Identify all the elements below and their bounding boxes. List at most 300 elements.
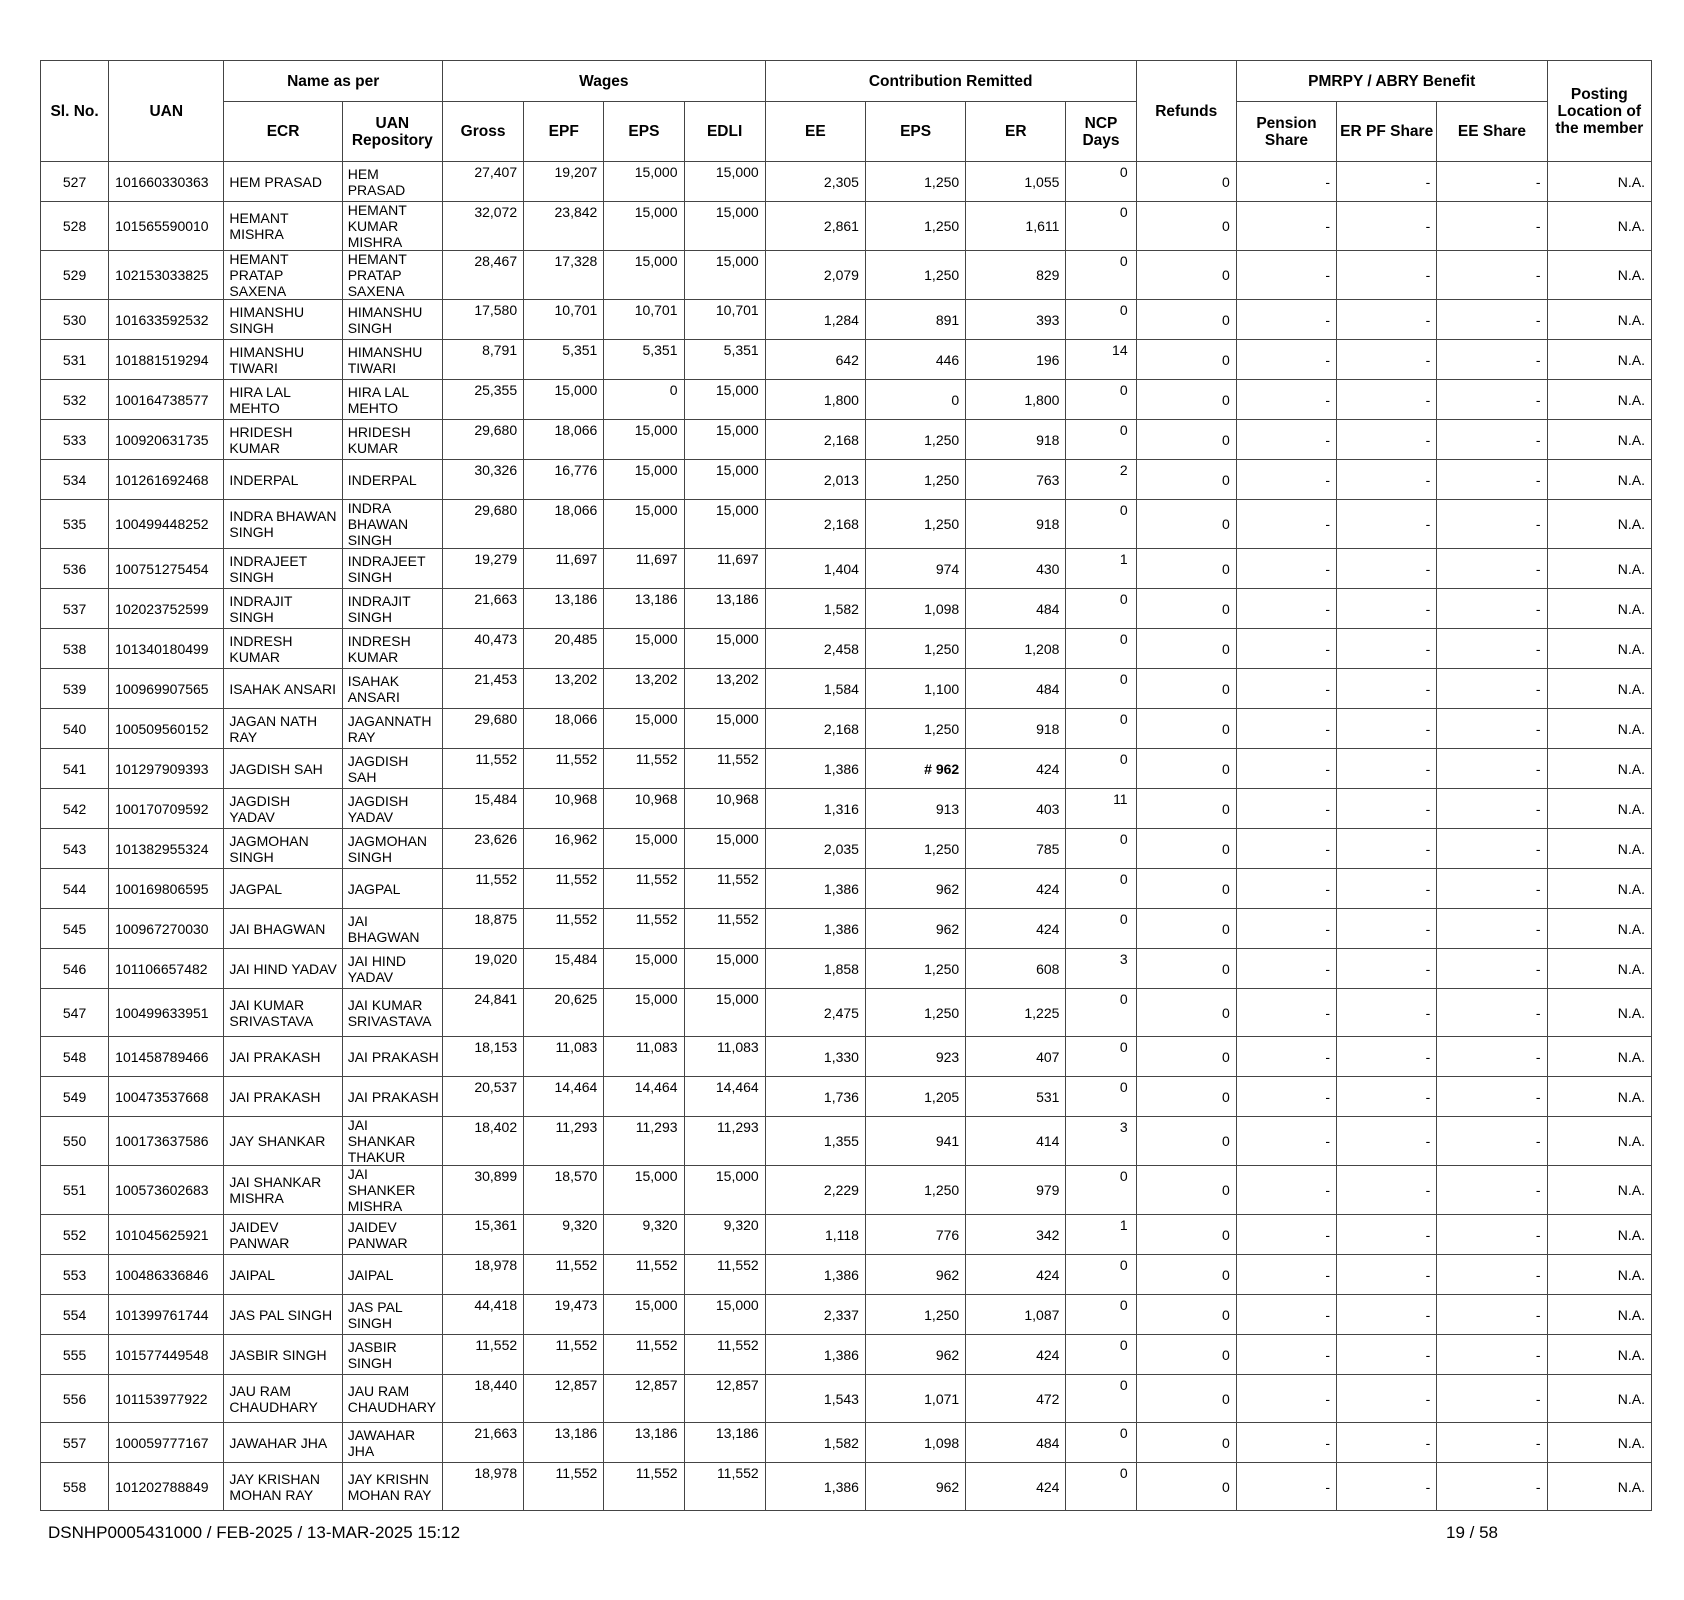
- cell-name-uan-repository: JAGMOHAN SINGH: [342, 829, 442, 869]
- table-row: [41, 549, 1652, 589]
- cell-gross: 29,680: [442, 709, 523, 749]
- cell-epf: 10,701: [524, 300, 604, 340]
- cell-posting-location: N.A.: [1547, 500, 1651, 549]
- cell-er: 484: [966, 589, 1066, 629]
- cell-name-uan-repository: JAU RAM CHAUDHARY: [342, 1375, 442, 1423]
- cell-refunds: 0: [1136, 789, 1236, 829]
- cell-gross: 44,418: [442, 1295, 523, 1335]
- header-epf: EPF: [524, 102, 604, 162]
- table-row: [41, 989, 1652, 1037]
- cell-gross: 21,663: [442, 589, 523, 629]
- cell-gross: 18,978: [442, 1255, 523, 1295]
- cell-er-pf-share: -: [1337, 1037, 1437, 1077]
- table-row: [41, 500, 1652, 549]
- cell-name-ecr: JAIPAL: [224, 1255, 342, 1295]
- cell-name-uan-repository: JAGDISH SAH: [342, 749, 442, 789]
- cell-name-uan-repository: JAIDEV PANWAR: [342, 1215, 442, 1255]
- cell-edli: 11,552: [684, 1463, 765, 1511]
- cell-pension-share: -: [1236, 420, 1336, 460]
- cell-eps-contribution: 962: [865, 1463, 965, 1511]
- cell-epf: 20,485: [524, 629, 604, 669]
- cell-refunds: 0: [1136, 380, 1236, 420]
- cell-eps-contribution: 1,250: [865, 251, 965, 300]
- cell-er: 1,055: [966, 162, 1066, 202]
- cell-uan: 101881519294: [109, 340, 224, 380]
- cell-epf: 11,552: [524, 749, 604, 789]
- cell-er-pf-share: -: [1337, 460, 1437, 500]
- cell-er-pf-share: -: [1337, 869, 1437, 909]
- table-row: [41, 749, 1652, 789]
- cell-er: 196: [966, 340, 1066, 380]
- cell-eps-contribution: 446: [865, 340, 965, 380]
- table-row: [41, 789, 1652, 829]
- cell-refunds: 0: [1136, 1037, 1236, 1077]
- cell-refunds: 0: [1136, 460, 1236, 500]
- cell-eps-wages: 11,552: [604, 1463, 684, 1511]
- table-row: [41, 1166, 1652, 1215]
- cell-name-uan-repository: JAI KUMAR SRIVASTAVA: [342, 989, 442, 1037]
- cell-ncp-days: 3: [1066, 1117, 1136, 1166]
- cell-uan: 100059777167: [109, 1423, 224, 1463]
- cell-posting-location: N.A.: [1547, 460, 1651, 500]
- cell-eps-contribution: 1,250: [865, 629, 965, 669]
- cell-pension-share: -: [1236, 709, 1336, 749]
- cell-eps-contribution: 891: [865, 300, 965, 340]
- cell-refunds: 0: [1136, 500, 1236, 549]
- cell-ee-share: -: [1437, 1423, 1547, 1463]
- cell-refunds: 0: [1136, 162, 1236, 202]
- cell-eps-wages: 11,552: [604, 749, 684, 789]
- cell-eps-contribution: 1,250: [865, 1295, 965, 1335]
- cell-eps-contribution: 1,250: [865, 500, 965, 549]
- cell-pension-share: -: [1236, 162, 1336, 202]
- cell-posting-location: N.A.: [1547, 909, 1651, 949]
- cell-gross: 21,663: [442, 1423, 523, 1463]
- table-row: [41, 589, 1652, 629]
- cell-sl-no: 545: [41, 909, 109, 949]
- cell-refunds: 0: [1136, 1077, 1236, 1117]
- cell-eps-wages: 5,351: [604, 340, 684, 380]
- cell-name-ecr: JAWAHAR JHA: [224, 1423, 342, 1463]
- cell-epf: 11,293: [524, 1117, 604, 1166]
- cell-epf: 9,320: [524, 1215, 604, 1255]
- table-row: [41, 1335, 1652, 1375]
- cell-ncp-days: 0: [1066, 380, 1136, 420]
- cell-gross: 11,552: [442, 749, 523, 789]
- cell-pension-share: -: [1236, 869, 1336, 909]
- table-row: [41, 709, 1652, 749]
- cell-er-pf-share: -: [1337, 1375, 1437, 1423]
- cell-ncp-days: 0: [1066, 251, 1136, 300]
- cell-uan: 100967270030: [109, 909, 224, 949]
- cell-ee-share: -: [1437, 709, 1547, 749]
- cell-refunds: 0: [1136, 549, 1236, 589]
- cell-er: 342: [966, 1215, 1066, 1255]
- cell-epf: 11,552: [524, 1255, 604, 1295]
- cell-er-pf-share: -: [1337, 909, 1437, 949]
- cell-er-pf-share: -: [1337, 1215, 1437, 1255]
- cell-pension-share: -: [1236, 1077, 1336, 1117]
- cell-ncp-days: 0: [1066, 1166, 1136, 1215]
- cell-pension-share: -: [1236, 300, 1336, 340]
- cell-edli: 11,083: [684, 1037, 765, 1077]
- cell-uan: 101340180499: [109, 629, 224, 669]
- cell-name-ecr: HIRA LAL MEHTO: [224, 380, 342, 420]
- cell-gross: 25,355: [442, 380, 523, 420]
- cell-name-uan-repository: JAS PAL SINGH: [342, 1295, 442, 1335]
- cell-ee: 1,404: [765, 549, 865, 589]
- cell-name-ecr: JAU RAM CHAUDHARY: [224, 1375, 342, 1423]
- cell-uan: 100499633951: [109, 989, 224, 1037]
- cell-pension-share: -: [1236, 589, 1336, 629]
- cell-pension-share: -: [1236, 340, 1336, 380]
- cell-pension-share: -: [1236, 460, 1336, 500]
- header-uan: UAN: [109, 61, 224, 162]
- cell-ee-share: -: [1437, 162, 1547, 202]
- cell-ncp-days: 0: [1066, 202, 1136, 251]
- cell-edli: 13,202: [684, 669, 765, 709]
- cell-eps-wages: 13,186: [604, 589, 684, 629]
- cell-pension-share: -: [1236, 380, 1336, 420]
- cell-eps-contribution: 1,250: [865, 709, 965, 749]
- cell-eps-contribution: 0: [865, 380, 965, 420]
- cell-posting-location: N.A.: [1547, 1375, 1651, 1423]
- cell-sl-no: 558: [41, 1463, 109, 1511]
- cell-epf: 14,464: [524, 1077, 604, 1117]
- cell-refunds: 0: [1136, 1423, 1236, 1463]
- cell-epf: 11,552: [524, 909, 604, 949]
- cell-ee: 2,168: [765, 709, 865, 749]
- cell-ee-share: -: [1437, 340, 1547, 380]
- cell-epf: 11,552: [524, 1335, 604, 1375]
- cell-er: 531: [966, 1077, 1066, 1117]
- cell-uan: 101577449548: [109, 1335, 224, 1375]
- cell-eps-contribution: 923: [865, 1037, 965, 1077]
- cell-er: 403: [966, 789, 1066, 829]
- cell-eps-wages: 12,857: [604, 1375, 684, 1423]
- cell-er-pf-share: -: [1337, 589, 1437, 629]
- cell-eps-wages: 11,552: [604, 909, 684, 949]
- cell-ee: 1,584: [765, 669, 865, 709]
- cell-uan: 101261692468: [109, 460, 224, 500]
- cell-ncp-days: 2: [1066, 460, 1136, 500]
- cell-gross: 15,484: [442, 789, 523, 829]
- cell-ee: 2,861: [765, 202, 865, 251]
- cell-ncp-days: 0: [1066, 500, 1136, 549]
- cell-edli: 15,000: [684, 380, 765, 420]
- cell-eps-wages: 15,000: [604, 629, 684, 669]
- cell-ncp-days: 0: [1066, 669, 1136, 709]
- cell-name-uan-repository: INDRA BHAWAN SINGH: [342, 500, 442, 549]
- cell-ncp-days: 1: [1066, 549, 1136, 589]
- cell-refunds: 0: [1136, 300, 1236, 340]
- cell-ee: 1,118: [765, 1215, 865, 1255]
- cell-name-ecr: HEMANT PRATAP SAXENA: [224, 251, 342, 300]
- cell-name-uan-repository: INDRESH KUMAR: [342, 629, 442, 669]
- cell-name-ecr: JAS PAL SINGH: [224, 1295, 342, 1335]
- header-eps-wages: EPS: [604, 102, 684, 162]
- cell-posting-location: N.A.: [1547, 300, 1651, 340]
- cell-sl-no: 533: [41, 420, 109, 460]
- cell-name-uan-repository: HEMANT KUMAR MISHRA: [342, 202, 442, 251]
- cell-uan: 101565590010: [109, 202, 224, 251]
- cell-er: 424: [966, 1335, 1066, 1375]
- cell-uan: 101458789466: [109, 1037, 224, 1077]
- cell-refunds: 0: [1136, 829, 1236, 869]
- cell-er-pf-share: -: [1337, 1335, 1437, 1375]
- cell-epf: 18,066: [524, 500, 604, 549]
- cell-ee-share: -: [1437, 1255, 1547, 1295]
- cell-er: 608: [966, 949, 1066, 989]
- cell-uan: 102023752599: [109, 589, 224, 629]
- cell-ncp-days: 0: [1066, 300, 1136, 340]
- cell-posting-location: N.A.: [1547, 420, 1651, 460]
- cell-eps-contribution: 1,250: [865, 202, 965, 251]
- cell-gross: 18,440: [442, 1375, 523, 1423]
- cell-pension-share: -: [1236, 669, 1336, 709]
- cell-sl-no: 552: [41, 1215, 109, 1255]
- cell-uan: 101202788849: [109, 1463, 224, 1511]
- cell-name-ecr: JAIDEV PANWAR: [224, 1215, 342, 1255]
- cell-eps-wages: 13,186: [604, 1423, 684, 1463]
- cell-ee-share: -: [1437, 949, 1547, 989]
- cell-sl-no: 557: [41, 1423, 109, 1463]
- cell-epf: 11,552: [524, 869, 604, 909]
- cell-edli: 15,000: [684, 500, 765, 549]
- cell-ee-share: -: [1437, 1463, 1547, 1511]
- cell-name-uan-repository: JAI PRAKASH: [342, 1077, 442, 1117]
- cell-refunds: 0: [1136, 420, 1236, 460]
- cell-pension-share: -: [1236, 1375, 1336, 1423]
- cell-ee-share: -: [1437, 629, 1547, 669]
- cell-uan: 100509560152: [109, 709, 224, 749]
- cell-sl-no: 553: [41, 1255, 109, 1295]
- cell-epf: 18,066: [524, 420, 604, 460]
- cell-refunds: 0: [1136, 251, 1236, 300]
- cell-name-ecr: ISAHAK ANSARI: [224, 669, 342, 709]
- cell-sl-no: 546: [41, 949, 109, 989]
- cell-ee: 1,355: [765, 1117, 865, 1166]
- cell-refunds: 0: [1136, 1215, 1236, 1255]
- table-row: [41, 1215, 1652, 1255]
- cell-eps-wages: 15,000: [604, 162, 684, 202]
- cell-posting-location: N.A.: [1547, 251, 1651, 300]
- cell-er-pf-share: -: [1337, 1117, 1437, 1166]
- cell-er: 918: [966, 420, 1066, 460]
- cell-refunds: 0: [1136, 949, 1236, 989]
- cell-name-ecr: JAY KRISHAN MOHAN RAY: [224, 1463, 342, 1511]
- cell-er-pf-share: -: [1337, 162, 1437, 202]
- cell-gross: 32,072: [442, 202, 523, 251]
- table-row: [41, 1077, 1652, 1117]
- header-pension-share: Pension Share: [1236, 102, 1336, 162]
- cell-edli: 15,000: [684, 460, 765, 500]
- cell-edli: 11,552: [684, 909, 765, 949]
- cell-eps-wages: 11,697: [604, 549, 684, 589]
- cell-ee-share: -: [1437, 989, 1547, 1037]
- cell-edli: 13,186: [684, 1423, 765, 1463]
- cell-refunds: 0: [1136, 202, 1236, 251]
- cell-posting-location: N.A.: [1547, 1037, 1651, 1077]
- header-edli: EDLI: [684, 102, 765, 162]
- cell-er-pf-share: -: [1337, 1423, 1437, 1463]
- table-row: [41, 460, 1652, 500]
- header-er-pf-share: ER PF Share: [1337, 102, 1437, 162]
- cell-edli: 15,000: [684, 1166, 765, 1215]
- cell-ee-share: -: [1437, 1077, 1547, 1117]
- cell-gross: 8,791: [442, 340, 523, 380]
- cell-ee-share: -: [1437, 589, 1547, 629]
- cell-eps-wages: 11,552: [604, 1335, 684, 1375]
- cell-eps-wages: 15,000: [604, 989, 684, 1037]
- cell-er-pf-share: -: [1337, 1463, 1437, 1511]
- table-row: [41, 251, 1652, 300]
- cell-er: 1,208: [966, 629, 1066, 669]
- header-sl-no: Sl. No.: [41, 61, 109, 162]
- cell-uan: 100486336846: [109, 1255, 224, 1295]
- cell-ee-share: -: [1437, 420, 1547, 460]
- cell-eps-wages: 15,000: [604, 202, 684, 251]
- cell-er-pf-share: -: [1337, 1255, 1437, 1295]
- cell-gross: 27,407: [442, 162, 523, 202]
- cell-posting-location: N.A.: [1547, 869, 1651, 909]
- cell-posting-location: N.A.: [1547, 1423, 1651, 1463]
- cell-ee: 2,475: [765, 989, 865, 1037]
- cell-pension-share: -: [1236, 549, 1336, 589]
- cell-gross: 18,402: [442, 1117, 523, 1166]
- cell-sl-no: 532: [41, 380, 109, 420]
- cell-gross: 18,153: [442, 1037, 523, 1077]
- cell-edli: 13,186: [684, 589, 765, 629]
- cell-name-ecr: JAGMOHAN SINGH: [224, 829, 342, 869]
- cell-refunds: 0: [1136, 749, 1236, 789]
- cell-eps-wages: 15,000: [604, 251, 684, 300]
- cell-refunds: 0: [1136, 1335, 1236, 1375]
- cell-ee-share: -: [1437, 460, 1547, 500]
- cell-posting-location: N.A.: [1547, 949, 1651, 989]
- cell-ncp-days: 0: [1066, 1375, 1136, 1423]
- cell-edli: 10,701: [684, 300, 765, 340]
- cell-ee: 2,337: [765, 1295, 865, 1335]
- cell-posting-location: N.A.: [1547, 829, 1651, 869]
- cell-eps-wages: 15,000: [604, 420, 684, 460]
- cell-name-uan-repository: HEM PRASAD: [342, 162, 442, 202]
- cell-gross: 18,875: [442, 909, 523, 949]
- cell-gross: 11,552: [442, 1335, 523, 1375]
- cell-refunds: 0: [1136, 340, 1236, 380]
- cell-ee-share: -: [1437, 1375, 1547, 1423]
- cell-ee: 1,736: [765, 1077, 865, 1117]
- cell-name-ecr: JAI PRAKASH: [224, 1077, 342, 1117]
- cell-epf: 19,207: [524, 162, 604, 202]
- cell-er-pf-share: -: [1337, 340, 1437, 380]
- cell-eps-contribution: 1,098: [865, 589, 965, 629]
- cell-name-uan-repository: HIMANSHU TIWARI: [342, 340, 442, 380]
- cell-sl-no: 529: [41, 251, 109, 300]
- cell-edli: 15,000: [684, 251, 765, 300]
- cell-ncp-days: 0: [1066, 1037, 1136, 1077]
- cell-er: 424: [966, 749, 1066, 789]
- cell-refunds: 0: [1136, 709, 1236, 749]
- cell-sl-no: 531: [41, 340, 109, 380]
- cell-ee: 2,305: [765, 162, 865, 202]
- cell-ncp-days: 0: [1066, 1077, 1136, 1117]
- cell-gross: 17,580: [442, 300, 523, 340]
- cell-pension-share: -: [1236, 829, 1336, 869]
- cell-sl-no: 549: [41, 1077, 109, 1117]
- cell-edli: 15,000: [684, 162, 765, 202]
- table-row: [41, 869, 1652, 909]
- cell-eps-wages: 0: [604, 380, 684, 420]
- cell-er-pf-share: -: [1337, 300, 1437, 340]
- cell-pension-share: -: [1236, 1037, 1336, 1077]
- header-eps-contribution: EPS: [865, 102, 965, 162]
- cell-gross: 29,680: [442, 420, 523, 460]
- cell-pension-share: -: [1236, 909, 1336, 949]
- table-row: [41, 1463, 1652, 1511]
- table-body: [41, 162, 1652, 1511]
- cell-pension-share: -: [1236, 1463, 1336, 1511]
- cell-ee: 1,284: [765, 300, 865, 340]
- cell-eps-wages: 11,552: [604, 1255, 684, 1295]
- cell-eps-wages: 15,000: [604, 829, 684, 869]
- cell-ee: 1,386: [765, 1255, 865, 1295]
- cell-pension-share: -: [1236, 629, 1336, 669]
- cell-er: 424: [966, 909, 1066, 949]
- header-ee: EE: [765, 102, 865, 162]
- cell-pension-share: -: [1236, 1117, 1336, 1166]
- table-row: [41, 829, 1652, 869]
- cell-refunds: 0: [1136, 1295, 1236, 1335]
- cell-refunds: 0: [1136, 1117, 1236, 1166]
- cell-sl-no: 534: [41, 460, 109, 500]
- cell-posting-location: N.A.: [1547, 162, 1651, 202]
- cell-refunds: 0: [1136, 1463, 1236, 1511]
- cell-epf: 15,000: [524, 380, 604, 420]
- cell-posting-location: N.A.: [1547, 1295, 1651, 1335]
- cell-gross: 30,326: [442, 460, 523, 500]
- cell-sl-no: 550: [41, 1117, 109, 1166]
- cell-refunds: 0: [1136, 989, 1236, 1037]
- cell-epf: 18,570: [524, 1166, 604, 1215]
- cell-ee: 1,386: [765, 1335, 865, 1375]
- cell-eps-contribution: 1,205: [865, 1077, 965, 1117]
- cell-uan: 100170709592: [109, 789, 224, 829]
- cell-sl-no: 555: [41, 1335, 109, 1375]
- cell-ee-share: -: [1437, 829, 1547, 869]
- cell-epf: 12,857: [524, 1375, 604, 1423]
- cell-posting-location: N.A.: [1547, 1463, 1651, 1511]
- cell-pension-share: -: [1236, 1295, 1336, 1335]
- table-row: [41, 1037, 1652, 1077]
- cell-name-ecr: JAY SHANKAR: [224, 1117, 342, 1166]
- cell-gross: 29,680: [442, 500, 523, 549]
- cell-gross: 28,467: [442, 251, 523, 300]
- cell-name-ecr: INDRAJIT SINGH: [224, 589, 342, 629]
- cell-uan: 100173637586: [109, 1117, 224, 1166]
- cell-gross: 21,453: [442, 669, 523, 709]
- cell-epf: 13,202: [524, 669, 604, 709]
- cell-uan: 100164738577: [109, 380, 224, 420]
- cell-edli: 12,857: [684, 1375, 765, 1423]
- cell-ee-share: -: [1437, 251, 1547, 300]
- cell-er: 1,800: [966, 380, 1066, 420]
- cell-er: 918: [966, 500, 1066, 549]
- cell-ncp-days: 0: [1066, 1463, 1136, 1511]
- cell-pension-share: -: [1236, 202, 1336, 251]
- header-uan-repository: UAN Repository: [342, 102, 442, 162]
- cell-eps-wages: 11,293: [604, 1117, 684, 1166]
